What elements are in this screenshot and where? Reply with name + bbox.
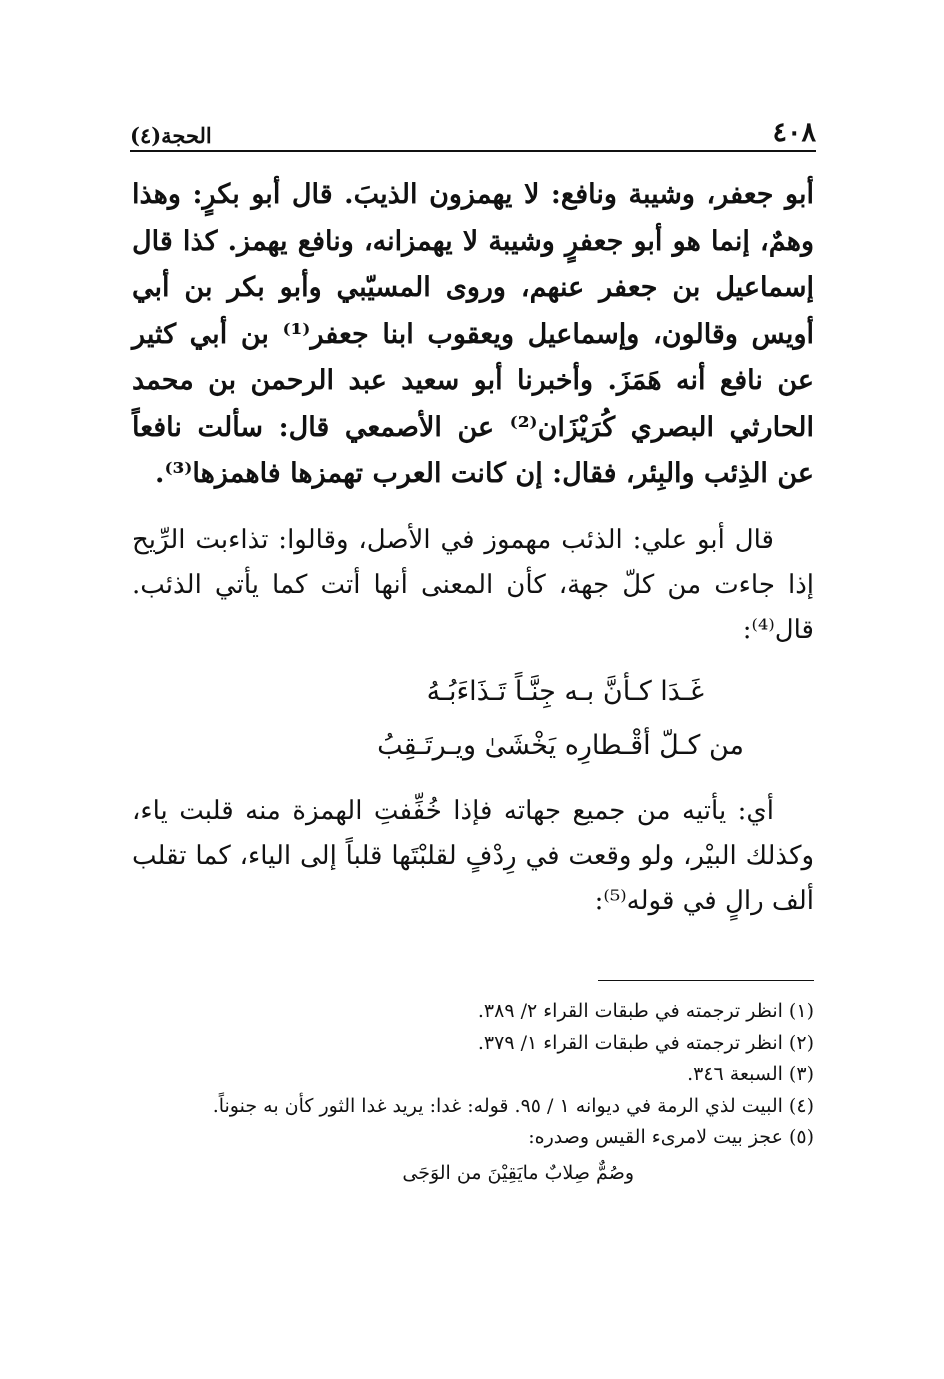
running-title: الحجة(٤) bbox=[130, 123, 212, 148]
verse-line-2: من كـلّ أقْـطارِه يَخْشَىٰ ويـرتَـقِبُ bbox=[377, 730, 744, 761]
page-number: ٤٠٨ bbox=[772, 117, 816, 148]
header-rule bbox=[130, 150, 816, 152]
paragraph-explanation bbox=[132, 789, 814, 924]
paragraph-explanation-text: أي: يأتيه من جميع جهاته فإذا خُفِّفتِ الهمزة منه قلبت ياء، وكذلك البيْر، ولو وقعت في رِدْفٍ لقلبْتَها قلباً إلى الياء، كما تقلب ألف رالٍ في قوله⁽⁵⁾: bbox=[132, 796, 814, 916]
footnotes bbox=[132, 996, 814, 1189]
footnote-4: (٤) البيت لذي الرمة في ديوانه ١ / ٩٥. قوله: غدا: يريد غدا الثور كأن به جنوناً. bbox=[212, 1094, 814, 1117]
footnote-5: (٥) عجز بيت لامرىء القيس وصدره: bbox=[528, 1126, 814, 1148]
bold-paragraph: أبو جعفر، وشيبة ونافع: لا يهمزون الذيبَ. قال أبو بكرٍ: وهذا وهمٌ، إنما هو أبو جعفرٍ وشيبة لا يهمزانه، ونافع يهمز. كذا قال إسماعيل بن جعفر عنهم، وروى المسيّبي وأبو بكر بن أبي أويس وقالون، وإسماعيل ويعقوب ابنا جعفر⁽¹⁾ بن أبي كثير عن نافع أنه هَمَزَ. وأخبرنا أبو سعيد عبد الرحمن بن محمد الحارثي البصري كُرَيْزَان⁽²⁾ عن الأصمعي قال: سألت نافعاً عن الذِئب والبِئر، فقال: إن كانت العرب تهمزها فاهمزها⁽³⁾. bbox=[132, 179, 814, 489]
verse-line-1: غَـدَا كـأنَّ بـه جِنَّـاً تَـذَاءَبُـهُ bbox=[426, 676, 704, 707]
paragraph-abu-ali-text: قال أبو علي: الذئب مهموز في الأصل، وقالوا: تذاءبت الرِّيح إذا جاءت من كلّ جهة، كأن المعنى أنها أتت كما يأتي الذئب. قال⁽⁴⁾: bbox=[132, 525, 814, 645]
paragraph-abu-ali bbox=[132, 518, 814, 653]
footnote-separator bbox=[598, 980, 814, 981]
footnote-3: (٣) السبعة ٣٤٦. bbox=[687, 1063, 814, 1085]
page-header bbox=[130, 108, 816, 148]
footnote-verse: وصُمٌّ صِلابٌ مايَقِيْنَ من الوَجَى bbox=[402, 1161, 634, 1184]
footnote-1: (١) انظر ترجمته في طبقات القراء ٢/ ٣٨٩. bbox=[477, 1000, 814, 1022]
footnote-2: (٢) انظر ترجمته في طبقات القراء ١/ ٣٧٩. bbox=[477, 1031, 814, 1054]
